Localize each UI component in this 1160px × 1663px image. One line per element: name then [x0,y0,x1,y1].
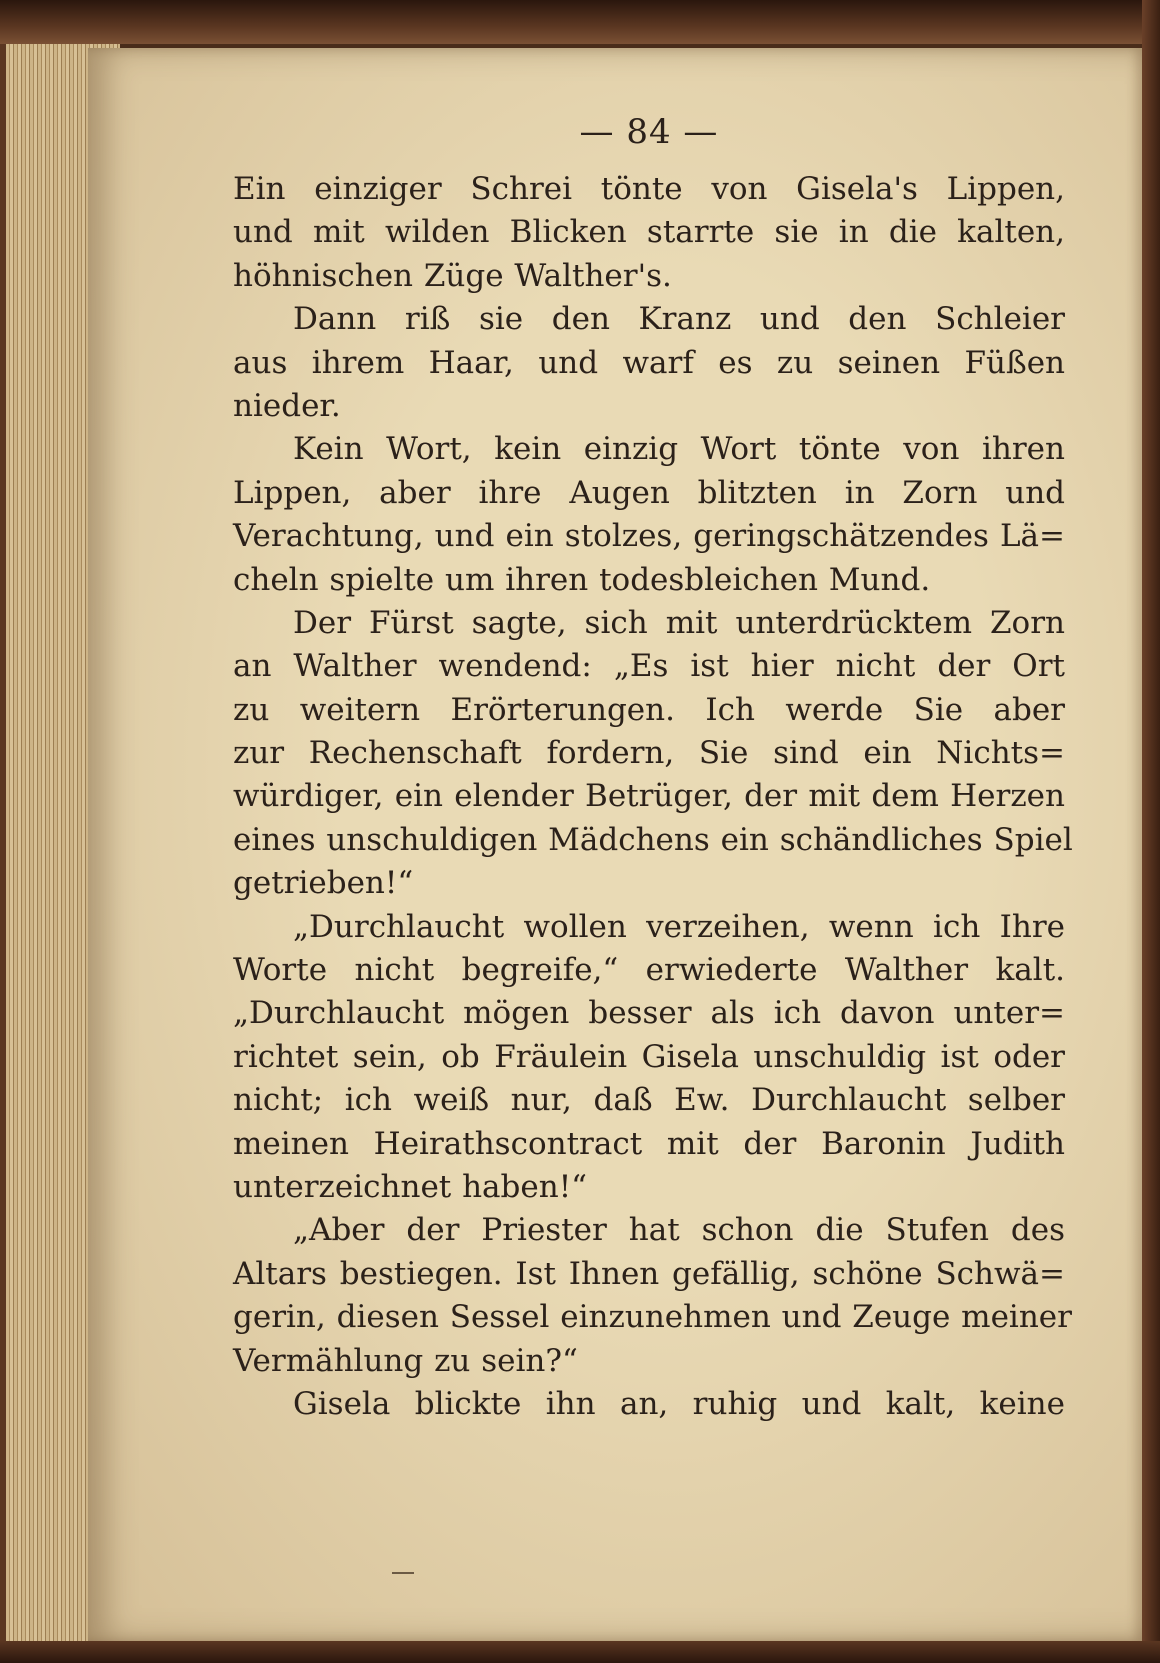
text-line: Kein Wort, kein einzig Wort tönte von ihren [293,431,1065,468]
text-line: Der Fürst sagte, sich mit unterdrücktem Zorn [293,604,1065,641]
book-cover-right-edge [1142,0,1160,1663]
signature-mark [392,1572,414,1574]
text-line: cheln spielte um ihren todesbleichen Mund. [233,561,931,598]
text-line: Dann riß sie den Kranz und den Schleier [293,301,1065,338]
text-line: richtet sein, ob Fräulein Gisela unschuldig ist oder [233,1038,1065,1075]
book-cover-top-edge [0,0,1160,44]
page-text [233,108,1073,1426]
page-number: — 84 — [579,112,719,152]
text-line: Vermählung zu sein?“ [233,1342,578,1379]
book-cover-bottom-edge [0,1641,1160,1663]
text-line: zu weitern Erörterungen. Ich werde Sie aber [233,691,1065,728]
text-line: getrieben!“ [233,865,414,902]
text-line: an Walther wendend: „Es ist hier nicht der Ort [233,648,1065,685]
text-line: und mit wilden Blicken starrte sie in die kalten, [233,214,1065,251]
text-line: würdiger, ein elender Betrüger, der mit dem Herzen [233,778,1065,815]
text-line: meinen Heirathscontract mit der Baronin Judith [233,1125,1065,1162]
text-line: zur Rechenschaft fordern, Sie sind ein Nichts= [233,735,1065,772]
text-line: Verachtung, und ein stolzes, geringschätzendes Lä= [233,518,1065,555]
text-line: höhnischen Züge Walther's. [233,257,672,294]
text-line: aus ihrem Haar, und warf es zu seinen Füßen [233,344,1065,381]
text-line: nieder. [233,387,341,424]
text-line: „Aber der Priester hat schon die Stufen des [293,1212,1065,1249]
text-line: Worte nicht begreife,“ erwiederte Walther kalt. [233,952,1065,989]
text-line: Ein einziger Schrei tönte von Gisela's Lippen, [233,171,1065,207]
text-line: „Durchlaucht wollen verzeihen, wenn ich Ihre [293,908,1065,945]
text-line: nicht; ich weiß nur, daß Ew. Durchlaucht selber [233,1082,1065,1119]
text-line: „Durchlaucht mögen besser als ich davon unter= [233,995,1065,1032]
text-line: Gisela blickte ihn an, ruhig und kalt, keine [293,1385,1065,1422]
text-line: gerin, diesen Sessel einzunehmen und Zeuge meiner [233,1299,1072,1336]
text-line: Altars bestiegen. Ist Ihnen gefällig, schöne Schwä= [233,1255,1065,1292]
text-line: Lippen, aber ihre Augen blitzten in Zorn und [233,474,1065,511]
text-line: eines unschuldigen Mädchens ein schändliches Spiel [233,821,1073,858]
text-line: unterzeichnet haben!“ [233,1168,588,1205]
